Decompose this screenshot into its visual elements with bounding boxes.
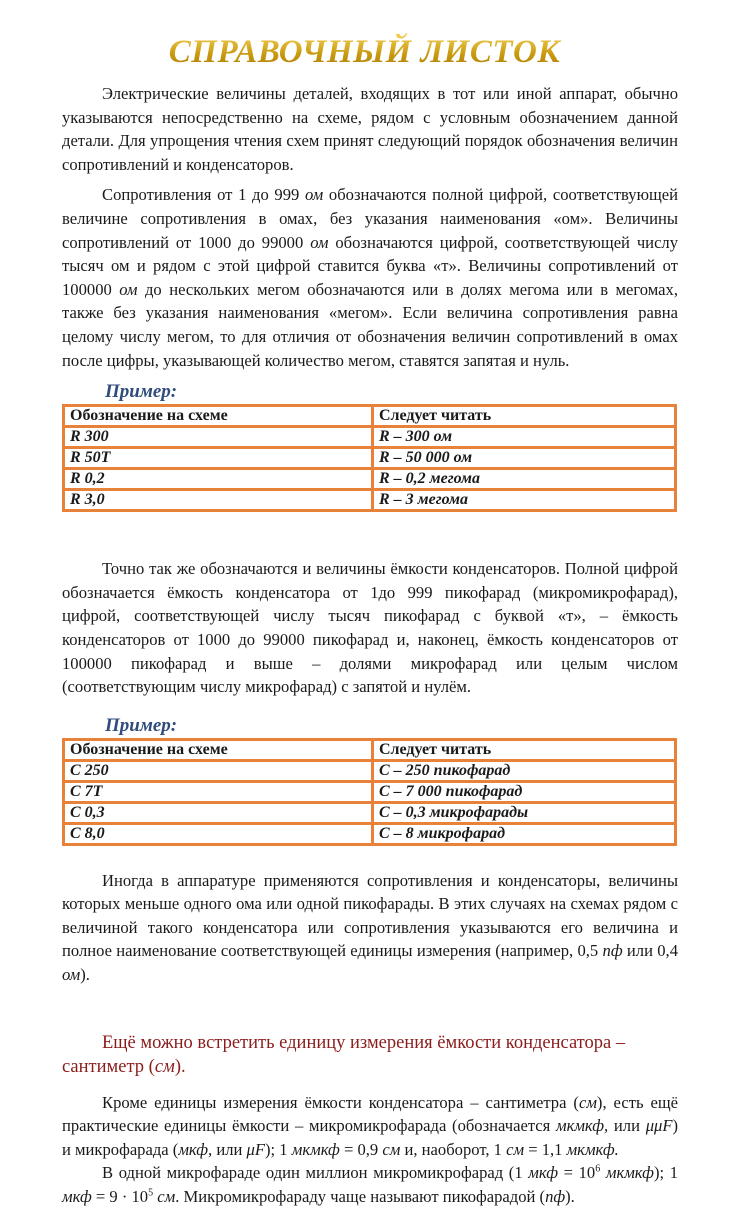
text-segment: ом	[310, 232, 329, 252]
text-segment: пф	[602, 941, 623, 961]
table-cell: R – 0,2 мегома	[373, 469, 676, 490]
text-segment: 5	[148, 1187, 154, 1199]
table-header-cell: Следует читать	[373, 406, 676, 427]
text-segment: мкф,	[178, 1139, 213, 1159]
table-cell: R 300	[64, 427, 373, 448]
section-heading	[62, 1031, 678, 1079]
text-segment: = 9 · 10	[91, 1187, 149, 1207]
text-segment: Точно так же обозначаются и величины ёмкости конденсаторов. Полной цифрой обозначается ёмкость конденсатора от 1до 999 пикофарад (микромикрофарад), цифрой, соответствующей числу тысяч пикофарад с буквой «т», – ёмкость конденсаторов от 1000 до 99000 пикофарад и, наконец, ёмкость конденсаторов от 100000 пикофарад и выше – долями микрофарад или целым числом (соответствующим числу микрофарад) с запятой и нулём.	[62, 559, 678, 697]
table-cell: R – 3 мегома	[373, 490, 676, 511]
table-cell: C 8,0	[64, 823, 373, 844]
text-segment: мкмкф,	[555, 1116, 609, 1136]
table-cell: C – 0,3 микрофарады	[373, 802, 676, 823]
capacitor-paragraph	[62, 557, 678, 699]
page-title: СПРАВОЧНЫЙ ЛИСТОК	[0, 32, 729, 72]
text-segment: = 1,1	[524, 1139, 567, 1159]
text-segment: мкмкф	[605, 1163, 654, 1183]
table-cell: C 7T	[64, 781, 373, 802]
text-segment: см	[154, 1056, 175, 1077]
text-segment: пф	[545, 1187, 566, 1207]
text-segment: ); 1	[653, 1163, 679, 1183]
text-segment: или 0,4	[622, 941, 678, 961]
example-label-1: Пример:	[105, 381, 178, 403]
text-segment: мкф	[528, 1163, 558, 1183]
text-segment: см	[578, 1092, 597, 1112]
table-cell: C 0,3	[64, 802, 373, 823]
text-segment: или	[608, 1116, 646, 1136]
table-row	[64, 760, 676, 781]
table-cell: C 250	[64, 760, 373, 781]
table-row	[64, 781, 676, 802]
capacitor-table	[62, 738, 677, 846]
text-segment: ); 1	[265, 1139, 292, 1159]
table-row	[64, 469, 676, 490]
text-segment: ) и микрофарада (	[62, 1116, 679, 1159]
text-segment: Кроме единицы измерения ёмкости конденсатора – сантиметра (	[102, 1092, 579, 1112]
example-label-2: Пример:	[105, 714, 178, 736]
table-row	[64, 448, 676, 469]
table-cell: R 3,0	[64, 490, 373, 511]
text-segment: и, наоборот, 1	[400, 1139, 507, 1159]
text-segment: мкмкф.	[566, 1139, 619, 1159]
microfarad-paragraph	[62, 1161, 678, 1208]
text-segment: ), есть ещё практические единицы ёмкости – микромикрофарада (обозначается	[62, 1092, 678, 1136]
table-header-row	[64, 406, 676, 427]
resistor-table	[62, 404, 677, 512]
table-row	[64, 802, 676, 823]
table-cell: R – 300 ом	[373, 427, 676, 448]
text-segment: = 0,9	[339, 1139, 383, 1159]
text-segment: ом	[62, 965, 81, 985]
table-cell: R 50T	[64, 448, 373, 469]
text-segment: см	[506, 1139, 525, 1159]
text-segment: обозначаются полной цифрой, соответствующей величине сопротивления в омах, без указания наименования «ом». Величины сопротивлений от 1000 до 99000	[62, 185, 678, 252]
text-segment: обозначаются цифрой, соответствующей числу тысяч ом и рядом с этой цифрой ставится буква «т». Величины сопротивлений от 100000	[62, 232, 679, 299]
table-cell: R 0,2	[64, 469, 373, 490]
table-header-cell: Обозначение на схеме	[64, 739, 373, 760]
text-segment: до нескольких мегом обозначаются или в долях мегома или в мегомах, также без указания наименования «мегом». Если величина сопротивления равна целому числу мегом, то для отличия от обозначения величин сопротивлений в омах после цифры, указывающей количество мегом, ставятся запятая и нуль.	[62, 279, 678, 370]
text-segment: ом	[119, 279, 138, 299]
text-segment: мкмкф	[291, 1139, 340, 1159]
table-row	[64, 823, 676, 844]
resistor-paragraph	[62, 183, 678, 372]
table-cell: R – 50 000 ом	[373, 448, 676, 469]
text-segment: или	[212, 1139, 247, 1159]
table-cell: C – 250 пикофарад	[373, 760, 676, 781]
units-paragraph	[62, 1091, 678, 1162]
text-segment: . Микромикрофараду чаще называют пикофарадой (	[175, 1187, 546, 1207]
table-header-cell: Следует читать	[373, 739, 676, 760]
text-segment: μF	[246, 1139, 266, 1159]
text-segment: Сопротивления от 1 до 999	[102, 185, 305, 205]
text-segment: 6	[595, 1163, 601, 1175]
text-segment: В одной микрофараде один миллион микромикрофарад (1	[102, 1163, 529, 1183]
text-segment: ом	[304, 185, 324, 205]
table-row	[64, 490, 676, 511]
text-segment: ).	[174, 1056, 186, 1077]
table-row	[64, 427, 676, 448]
intro-paragraph	[62, 82, 678, 176]
text-segment: = 10	[558, 1163, 596, 1183]
text-segment: см	[157, 1187, 176, 1207]
text-segment: мкф	[62, 1187, 92, 1207]
table-cell: C – 7 000 пикофарад	[373, 781, 676, 802]
text-segment: Иногда в аппаратуре применяются сопротивления и конденсаторы, величины которых меньше одного ома или одной пикофарады. В этих случаях на схемах рядом с величиной такого конденсатора или сопротивления указываются его величина и полное наименование соответствующей единицы измерения (например, 0,5	[62, 870, 678, 961]
table-header-cell: Обозначение на схеме	[64, 406, 373, 427]
text-segment: ).	[565, 1187, 575, 1207]
table-header-row	[64, 739, 676, 760]
table-cell: C – 8 микрофарад	[373, 823, 676, 844]
text-segment: см	[382, 1139, 401, 1159]
text-segment: μμF	[645, 1116, 673, 1136]
text-segment: Электрические величины деталей, входящих в тот или иной аппарат, обычно указываются непосредственно на схеме, рядом с условным обозначением данной детали. Для упрощения чтения схем принят следующий порядок обозначения величин сопротивлений и конденсаторов.	[62, 84, 678, 174]
small-values-paragraph	[62, 869, 678, 987]
text-segment: Ещё можно встретить единицу измерения ёмкости конденсатора – сантиметр (	[62, 1032, 626, 1077]
text-segment: ).	[80, 965, 90, 985]
